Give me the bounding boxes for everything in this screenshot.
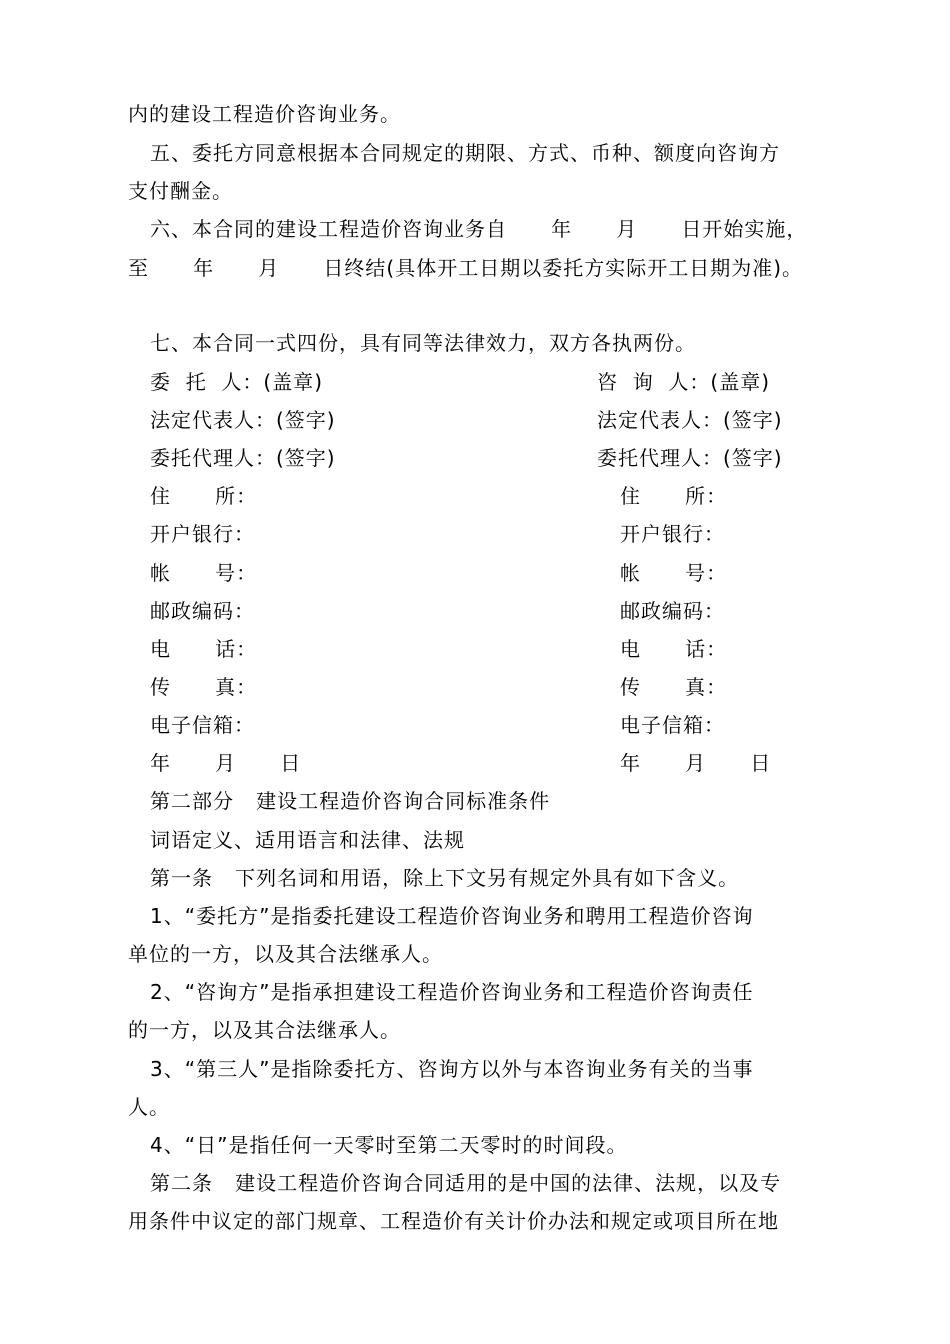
part-2-subheading: 词语定义、适用语言和法律、法规 xyxy=(150,828,465,852)
definition-2-line-1: 2、“咨询方”是指承担建设工程造价咨询业务和工程造价咨询责任 xyxy=(150,980,754,1004)
definition-1-line-2: 单位的一方，以及其合法继承人。 xyxy=(128,942,443,966)
right-legal-rep: 法定代表人：(签字) xyxy=(597,408,783,432)
right-fax: 传 真： xyxy=(620,675,728,699)
clause-5-line-1: 五、委托方同意根据本合同规定的期限、方式、币种、额度向咨询方 xyxy=(150,141,780,165)
clause-6-line-2: 至 年 月 日终结(具体开工日期以委托方实际开工日期为准)。 xyxy=(128,256,804,280)
clause-7: 七、本合同一式四份，具有同等法律效力，双方各执两份。 xyxy=(150,331,696,355)
right-bank: 开户银行： xyxy=(620,522,725,546)
right-email: 电子信箱： xyxy=(620,713,725,737)
right-date: 年 月 日 xyxy=(620,751,772,775)
left-address: 住 所： xyxy=(150,484,258,508)
left-agent: 委托代理人：(签字) xyxy=(150,446,336,470)
part-2-heading: 第二部分 建设工程造价咨询合同标准条件 xyxy=(150,789,551,813)
left-phone: 电 话： xyxy=(150,637,258,661)
left-client-seal: 委 托 人：(盖章) xyxy=(150,370,324,394)
article-2-line-1: 第二条 建设工程造价咨询合同适用的是中国的法律、法规，以及专 xyxy=(150,1171,782,1195)
right-consultant-seal: 咨 询 人：(盖章) xyxy=(597,370,771,394)
article-1: 第一条 下列名词和用语，除上下文另有规定外具有如下含义。 xyxy=(150,866,740,890)
left-account: 帐 号： xyxy=(150,561,258,585)
left-date: 年 月 日 xyxy=(150,751,302,775)
right-account: 帐 号： xyxy=(620,561,728,585)
right-postcode: 邮政编码： xyxy=(620,599,725,623)
article-2-line-2: 用条件中议定的部门规章、工程造价有关计价办法和规定或项目所在地 xyxy=(128,1209,779,1233)
right-phone: 电 话： xyxy=(620,637,728,661)
definition-1-line-1: 1、“委托方”是指委托建设工程造价咨询业务和聘用工程造价咨询 xyxy=(150,904,754,928)
definition-3-line-1: 3、“第三人”是指除委托方、咨询方以外与本咨询业务有关的当事 xyxy=(150,1057,754,1081)
paragraph-continuation: 内的建设工程造价咨询业务。 xyxy=(128,102,401,126)
clause-6-line-1: 六、本合同的建设工程造价咨询业务自 年 月 日开始实施， xyxy=(150,217,808,241)
left-email: 电子信箱： xyxy=(150,713,255,737)
right-agent: 委托代理人：(签字) xyxy=(597,446,783,470)
definition-2-line-2: 的一方，以及其合法继承人。 xyxy=(128,1018,401,1042)
left-fax: 传 真： xyxy=(150,675,258,699)
definition-4: 4、“日”是指任何一天零时至第二天零时的时间段。 xyxy=(150,1133,628,1157)
left-bank: 开户银行： xyxy=(150,522,255,546)
left-legal-rep: 法定代表人：(签字) xyxy=(150,408,336,432)
left-postcode: 邮政编码： xyxy=(150,599,255,623)
clause-5-line-2: 支付酬金。 xyxy=(128,179,233,203)
right-address: 住 所： xyxy=(620,484,728,508)
definition-3-line-2: 人。 xyxy=(128,1095,170,1119)
